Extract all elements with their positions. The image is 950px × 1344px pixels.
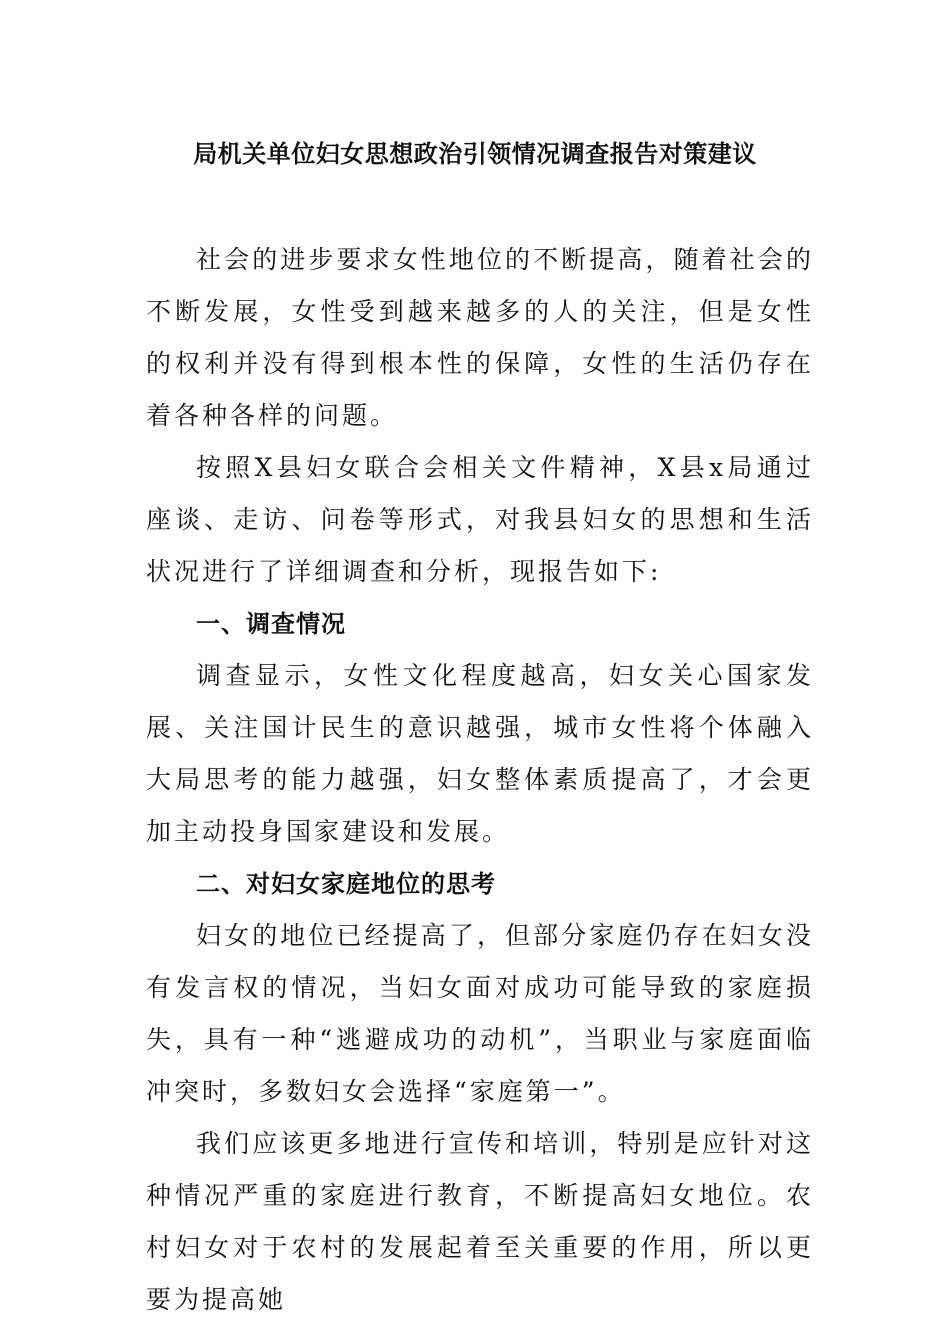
- paragraph-intro-2: 按照X县妇女联合会相关文件精神，X县x局通过座谈、走访、问卷等形式，对我县妇女的思想和生活状况进行了详细调查和分析，现报告如下:: [146, 453, 814, 586]
- document-body: [146, 234, 814, 1326]
- paragraph-family-1: 妇女的地位已经提高了，但部分家庭仍存在妇女没有发言权的情况，当妇女面对成功可能导致的家庭损失，具有一种“逃避成功的动机”，当职业与家庭面临冲突时，多数妇女会选择“家庭第一”。: [146, 921, 814, 1106]
- section-heading-survey: 一、调查情况: [196, 610, 346, 638]
- document-title: 局机关单位妇女思想政治引领情况调查报告对策建议: [193, 140, 757, 168]
- paragraph-survey-1: 调查显示，女性文化程度越高，妇女关心国家发展、关注国计民生的意识越强，城市女性将个体融入大局思考的能力越强，妇女整体素质提高了，才会更加主动投身国家建设和发展。: [146, 661, 814, 846]
- paragraph-intro-1: 社会的进步要求女性地位的不断提高，随着社会的不断发展，女性受到越来越多的人的关注，但是女性的权利并没有得到根本性的保障，女性的生活仍存在着各种各样的问题。: [146, 245, 814, 430]
- section-heading-family-status: 二、对妇女家庭地位的思考: [196, 870, 496, 898]
- paragraph-family-2: 我们应该更多地进行宣传和培训，特别是应针对这种情况严重的家庭进行教育，不断提高妇女地位。农村妇女对于农村的发展起着至关重要的作用，所以更要为提高她: [146, 1129, 814, 1314]
